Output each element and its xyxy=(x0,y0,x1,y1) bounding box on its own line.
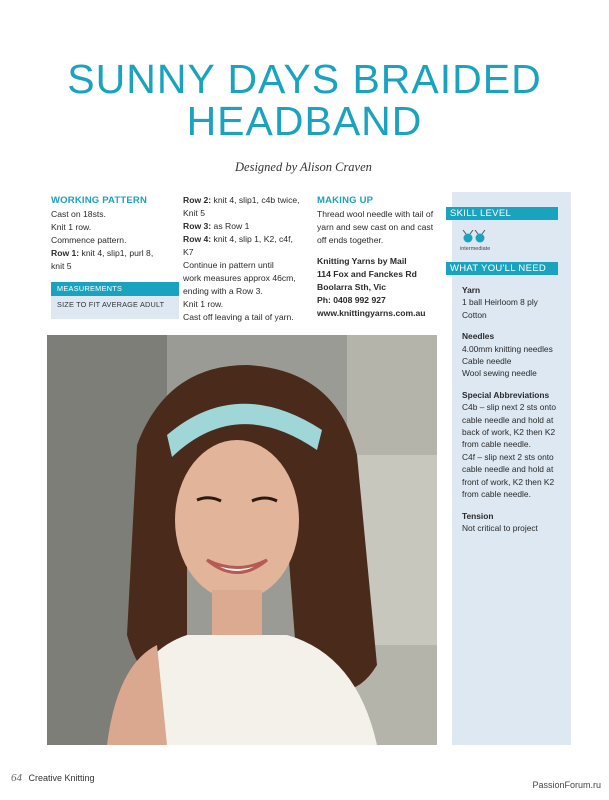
supplier-phone: Ph: 0408 992 927 xyxy=(317,295,386,305)
needles-heading: Needles xyxy=(462,331,495,342)
materials-list xyxy=(462,284,566,534)
page-title xyxy=(0,58,609,142)
abbreviation-line: back of work, K2 then K2 xyxy=(462,427,556,438)
needles-line: Wool sewing needle xyxy=(462,368,537,379)
yarn-heading: Yarn xyxy=(462,285,481,295)
measurements-box xyxy=(51,282,179,319)
what-you-need-heading: WHAT YOU'LL NEED xyxy=(446,262,558,275)
working-pattern-heading: WORKING PATTERN xyxy=(51,195,148,206)
row-4-continued: K7 xyxy=(183,247,194,257)
abbreviation-line: C4f – slip next 2 sts onto xyxy=(462,451,554,462)
row-1-continued: knit 5 xyxy=(51,261,72,271)
title-line-1: SUNNY DAYS BRAIDED xyxy=(67,56,542,102)
making-up-column xyxy=(317,194,445,320)
row-2-text: knit 4, slip1, c4b twice, xyxy=(211,195,300,205)
measurements-heading: MEASUREMENTS xyxy=(51,282,179,296)
row-1-text: knit 4, slip1, purl 8, xyxy=(79,248,154,258)
title-line-2: HEADBAND xyxy=(186,98,423,144)
continue-line: Knit 1 row. xyxy=(183,299,224,309)
continue-line: Continue in pattern until xyxy=(183,260,274,270)
row-2-continued: Knit 5 xyxy=(183,208,205,218)
pattern-line: Cast on 18sts. xyxy=(51,209,106,219)
skill-level-value: intermediate xyxy=(460,246,491,252)
tension-value: Not critical to project xyxy=(462,522,538,533)
abbreviation-line: C4b – slip next 2 sts onto xyxy=(462,402,557,413)
continue-line: Cast off leaving a tail of yarn. xyxy=(183,312,294,322)
yarn-line: 1 ball Heirloom 8 ply xyxy=(462,297,538,308)
yarn-line: Cotton xyxy=(462,309,487,320)
working-pattern-column xyxy=(51,194,179,273)
abbreviation-line: cable needle and hold at xyxy=(462,414,554,425)
row-3-label: Row 3: xyxy=(183,221,212,231)
supplier-address: 114 Fox and Fanckes Rd xyxy=(317,269,417,279)
row-1-instruction xyxy=(51,247,179,260)
abbreviation-line: front of work, K2 then K2 xyxy=(462,476,555,487)
pattern-line: Knit 1 row. xyxy=(51,222,92,232)
model-photo xyxy=(47,335,437,745)
row-4-instruction xyxy=(183,233,311,246)
making-up-line: Thread wool needle with tail of xyxy=(317,209,434,219)
continue-line: work measures approx 46cm, xyxy=(183,273,296,283)
measurements-value: SIZE TO FIT AVERAGE ADULT xyxy=(57,300,165,309)
abbreviation-line: from cable needle. xyxy=(462,489,531,500)
continue-line: ending with a Row 3. xyxy=(183,286,263,296)
rows-column xyxy=(183,194,311,324)
row-3-instruction xyxy=(183,220,311,233)
row-1-label: Row 1: xyxy=(51,248,80,258)
abbreviation-line: from cable needle. xyxy=(462,439,531,450)
page-number: 64 xyxy=(11,772,22,784)
row-3-text: as Row 1 xyxy=(211,221,250,231)
making-up-heading: MAKING UP xyxy=(317,195,374,206)
skill-level-heading: SKILL LEVEL xyxy=(446,207,558,220)
tension-heading: Tension xyxy=(462,510,494,521)
supplier-website[interactable]: www.knittingyarns.com.au xyxy=(317,308,426,318)
supplier-name: Knitting Yarns by Mail xyxy=(317,256,407,266)
row-4-text: knit 4, slip 1, K2, c4f, xyxy=(211,234,293,244)
supplier-address: Boolarra Sth, Vic xyxy=(317,282,387,292)
pattern-line: Commence pattern. xyxy=(51,235,127,245)
row-2-instruction xyxy=(183,194,311,207)
row-2-label: Row 2: xyxy=(183,195,212,205)
making-up-line: off ends together. xyxy=(317,235,384,245)
needles-line: Cable needle xyxy=(462,356,512,367)
designer-credit: Designed by Alison Craven xyxy=(235,160,372,174)
model-photo-illustration xyxy=(47,335,437,745)
abbreviations-heading: Special Abbreviations xyxy=(462,389,550,400)
yarn-ball-icon xyxy=(462,230,488,246)
making-up-line: yarn and sew cast on and cast xyxy=(317,222,434,232)
row-4-label: Row 4: xyxy=(183,234,212,244)
needles-line: 4.00mm knitting needles xyxy=(462,343,553,354)
page-footer xyxy=(11,772,95,784)
watermark: PassionForum.ru xyxy=(532,780,601,790)
abbreviation-line: cable needle and hold at xyxy=(462,464,554,475)
magazine-name: Creative Knitting xyxy=(28,773,95,783)
